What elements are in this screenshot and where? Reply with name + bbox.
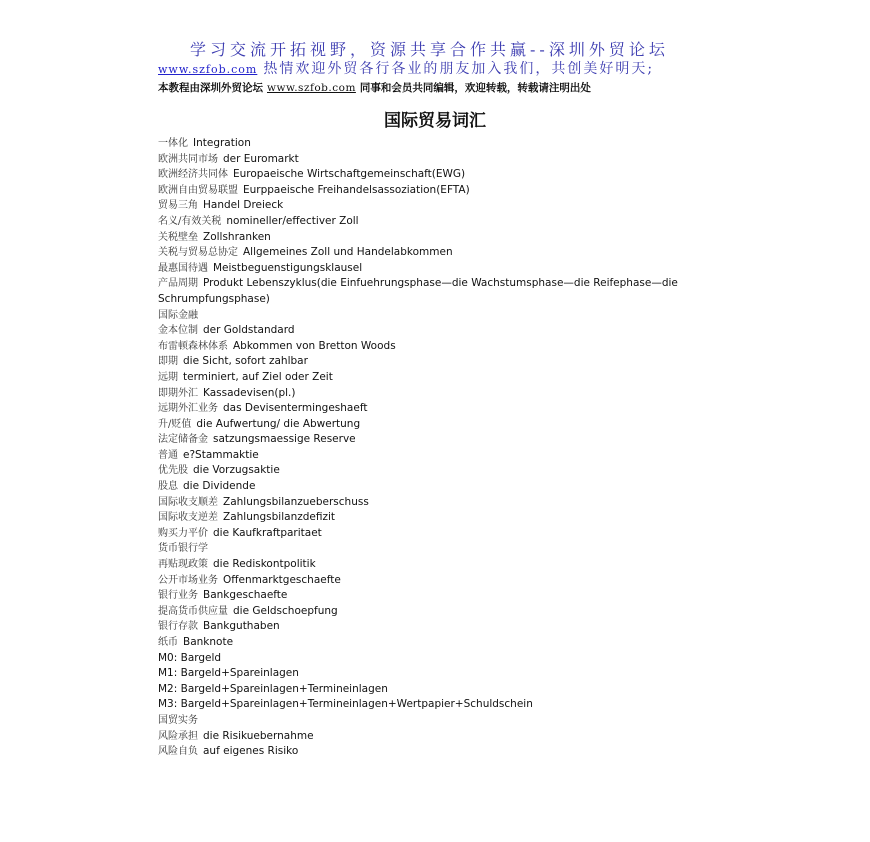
vocabulary-entry [158,495,758,511]
chinese-term: 布雷顿森林体系 [158,340,228,352]
vocabulary-entry [158,417,758,433]
german-term: nomineller/effectiver Zoll [226,214,359,227]
vocabulary-entry [158,651,758,667]
chinese-term: 远期外汇业务 [158,403,218,415]
vocabulary-entry [158,744,758,760]
forum-link-secondary[interactable]: www.szfob.com [267,82,356,94]
german-term: Allgemeines Zoll und Handelabkommen [243,246,453,259]
german-term: Bankguthaben [203,620,280,633]
chinese-term: 风险自负 [158,746,198,758]
chinese-term: 风险承担 [158,730,198,742]
german-term: satzungsmaessige Reserve [213,433,356,446]
chinese-term: 一体化 [158,138,188,149]
chinese-term: 金本位制 [158,325,198,337]
welcome-text: 热情欢迎外贸各行各业的朋友加入我们，共创美好明天; [263,61,655,77]
header-welcome-line [158,60,738,79]
vocabulary-entry [158,136,758,152]
chinese-term: 关税与贸易总协定 [158,247,238,259]
german-term: die Dividende [183,480,256,493]
chinese-term: 欧洲自由贸易联盟 [158,184,238,196]
header-copyright-line [158,79,738,97]
german-term: der Euromarkt [223,152,299,165]
vocabulary-entry [158,526,758,542]
german-term: Kassadevisen(pl.) [203,386,296,399]
vocabulary-entry [158,323,758,339]
german-term: Zahlungsbilanzdefizit [223,511,336,524]
chinese-term: 货币银行学 [158,543,208,555]
german-term: e?Stammaktie [183,448,259,461]
german-term: Meistbeguenstigungsklausel [213,261,363,274]
vocabulary-entry [158,619,758,635]
german-term: Abkommen von Bretton Woods [233,339,396,352]
vocabulary-entry [158,339,758,355]
german-term: terminiert, auf Ziel oder Zeit [183,370,333,383]
german-term: die Sicht, sofort zahlbar [183,355,308,368]
vocabulary-entry [158,401,758,417]
copyright-prefix: 本教程由深圳外贸论坛 [158,82,263,94]
chinese-term: 名义/有效关税 [158,215,222,227]
german-term: die Geldschoepfung [233,604,338,617]
vocabulary-entry [158,448,758,464]
vocabulary-entry [158,214,758,230]
german-term: die Vorzugsaktie [193,464,280,477]
german-term: Produkt Lebenszyklus(die Einfuehrungsphase—die Wachstumsphase—die Reifephase—die Schrumpfungsphase) [158,277,678,305]
chinese-term: 升/贬值 [158,418,192,430]
chinese-term: 纸币 [158,637,178,648]
header-slogan: 学习交流开拓视野，资源共享合作共赢--深圳外贸论坛 [190,40,669,59]
chinese-term: 国贸实务 [158,714,198,726]
vocabulary-entry [158,370,758,386]
german-term: die Risikuebernahme [203,729,314,742]
vocabulary-entry [158,183,758,199]
vocabulary-list [158,136,758,760]
forum-link[interactable]: www.szfob.com [158,63,258,76]
vocabulary-entry [158,510,758,526]
vocabulary-entry [158,276,678,307]
chinese-term: 提高货币供应量 [158,605,228,617]
german-term: Eurppaeische Freihandelsassoziation(EFTA) [243,183,470,196]
german-term: die Aufwertung/ die Abwertung [196,417,361,430]
chinese-term: 产品周期 [158,278,198,290]
vocabulary-entry [158,198,758,214]
vocabulary-entry [158,557,758,573]
vocabulary-entry [158,635,758,651]
vocabulary-entry [158,261,758,277]
vocabulary-entry [158,167,758,183]
chinese-term: 远期 [158,371,178,383]
chinese-term: 银行存款 [158,621,198,633]
german-term: Banknote [183,636,234,648]
vocabulary-entry [158,588,758,604]
vocabulary-entry [158,308,758,324]
vocabulary-entry [158,245,758,261]
chinese-term: 国际收支逆差 [158,512,218,524]
chinese-term: 国际金融 [158,309,198,321]
german-term: Handel Dreieck [203,199,284,212]
vocabulary-entry [158,682,758,698]
german-term: auf eigenes Risiko [203,745,299,758]
vocabulary-entry [158,230,758,246]
german-term: Offenmarktgeschaefte [223,573,341,586]
chinese-term: 优先股 [158,465,188,477]
german-term: M1: Bargeld+Spareinlagen [158,667,299,680]
chinese-term: 关税壁垒 [158,231,198,243]
vocabulary-entry [158,479,758,495]
chinese-term: 法定储备金 [158,434,208,446]
vocabulary-entry [158,541,758,557]
vocabulary-entry [158,432,758,448]
copyright-suffix: 同事和会员共同编辑，欢迎转载，转载请注明出处 [359,82,591,94]
chinese-term: 购买力平价 [158,527,208,539]
german-term: M0: Bargeld [158,651,222,664]
chinese-term: 贸易三角 [158,200,198,212]
german-term: die Kaufkraftparitaet [213,526,322,539]
chinese-term: 普通 [158,449,178,461]
chinese-term: 国际收支顺差 [158,496,218,508]
german-term: Bankgeschaefte [203,589,288,602]
chinese-term: 最惠国待遇 [158,262,208,274]
vocabulary-entry [158,152,758,168]
vocabulary-entry [158,666,758,682]
chinese-term: 公开市场业务 [158,574,218,586]
german-term: der Goldstandard [203,324,295,337]
vocabulary-entry [158,697,758,713]
chinese-term: 欧洲共同市场 [158,153,218,165]
vocabulary-entry [158,604,758,620]
german-term: die Rediskontpolitik [213,558,316,571]
german-term: Zahlungsbilanzueberschuss [223,495,369,508]
german-term: das Devisentermingeshaeft [223,402,368,415]
vocabulary-entry [158,463,758,479]
german-term: Integration [193,137,251,149]
chinese-term: 即期外汇 [158,387,198,399]
vocabulary-entry [158,573,758,589]
vocabulary-entry [158,354,758,370]
german-term: M2: Bargeld+Spareinlagen+Termineinlagen [158,682,388,695]
vocabulary-entry [158,713,758,729]
chinese-term: 即期 [158,356,178,368]
chinese-term: 银行业务 [158,590,198,602]
vocabulary-entry [158,729,758,745]
german-term: Zollshranken [203,230,271,243]
page-title: 国际贸易词汇 [384,111,486,131]
chinese-term: 欧洲经济共同体 [158,169,228,181]
german-term: M3: Bargeld+Spareinlagen+Termineinlagen+Wertpapier+Schuldschein [158,698,533,711]
german-term: Europaeische Wirtschaftgemeinschaft(EWG) [233,168,466,181]
chinese-term: 股息 [158,481,178,493]
forum-header [158,40,738,97]
vocabulary-entry [158,386,758,402]
chinese-term: 再贴现政策 [158,559,208,571]
